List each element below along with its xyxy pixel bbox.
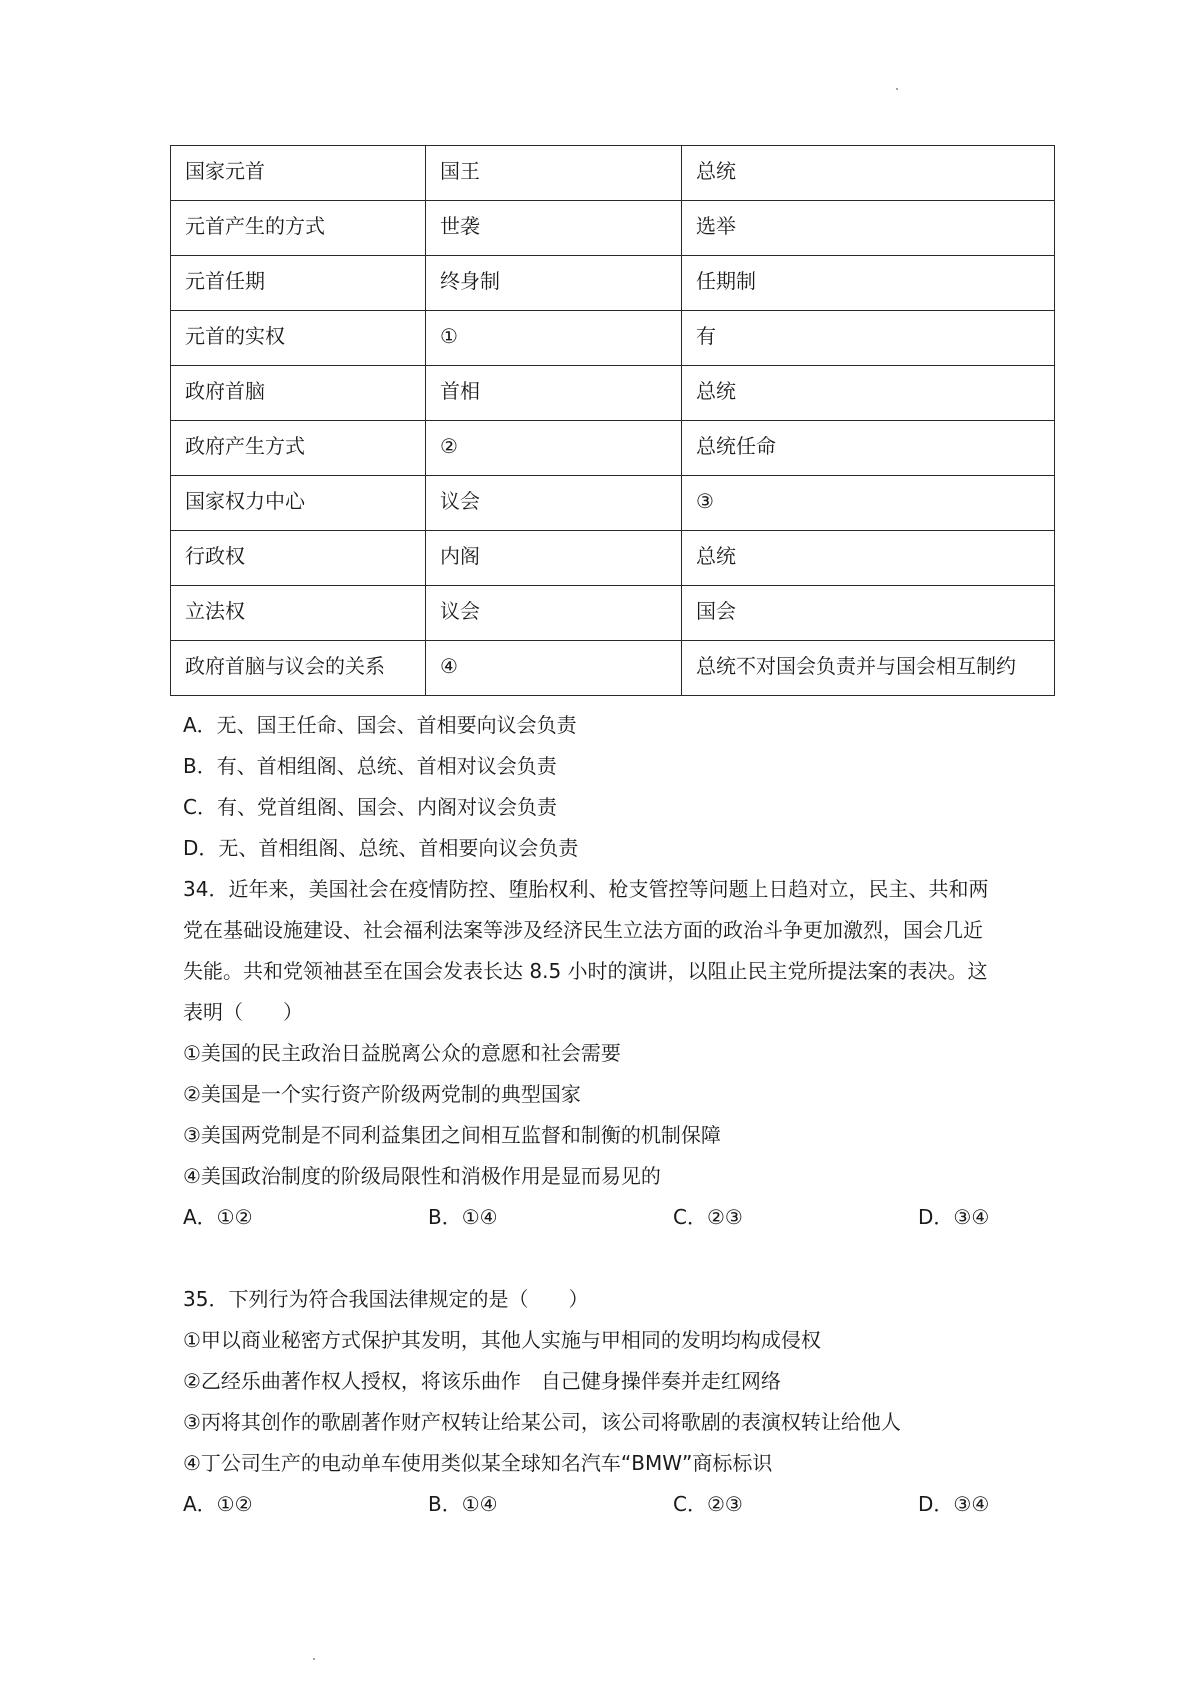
q34-item-3: ③美国两党制是不同利益集团之间相互监督和制衡的机制保障 xyxy=(183,1123,721,1147)
q33-option-a[interactable]: A．无、国王任命、国会、首相要向议会负责 xyxy=(183,713,577,737)
table-cell: 政府首脑与议会的关系 xyxy=(171,641,426,696)
table-cell: 总统 xyxy=(682,366,1055,421)
q34-choice-d[interactable]: D．③④ xyxy=(918,1205,990,1229)
q35-item-1: ①甲以商业秘密方式保护其发明，其他人实施与甲相同的发明均构成侵权 xyxy=(183,1328,821,1352)
q34-choice-b[interactable]: B．①④ xyxy=(428,1205,498,1229)
question-34 xyxy=(183,869,1063,1238)
table-cell: 元首的实权 xyxy=(171,311,426,366)
table-cell: ② xyxy=(426,421,682,476)
table-row xyxy=(171,586,1055,641)
q35-choice-d[interactable]: D．③④ xyxy=(918,1492,990,1516)
table-cell: 国会 xyxy=(682,586,1055,641)
table-cell: 终身制 xyxy=(426,256,682,311)
scan-dot xyxy=(313,1658,315,1660)
table-row xyxy=(171,311,1055,366)
table-row xyxy=(171,146,1055,201)
table-cell: ④ xyxy=(426,641,682,696)
q33-option-b[interactable]: B．有、首相组阁、总统、首相对议会负责 xyxy=(183,754,557,778)
q35-choice-c[interactable]: C．②③ xyxy=(673,1492,743,1516)
table-cell: 国王 xyxy=(426,146,682,201)
table-row xyxy=(171,476,1055,531)
table-cell: 有 xyxy=(682,311,1055,366)
scan-dot xyxy=(896,88,898,90)
table-cell: 总统 xyxy=(682,146,1055,201)
q34-stem-line: 党在基础设施建设、社会福利法案等涉及经济民生立法方面的政治斗争更加激烈，国会几近 xyxy=(183,918,983,942)
q34-stem-line: 表明（ ） xyxy=(183,1000,303,1024)
q33-option-d[interactable]: D．无、首相组阁、总统、首相要向议会负责 xyxy=(183,836,579,860)
table-cell: 立法权 xyxy=(171,586,426,641)
table-cell: 世袭 xyxy=(426,201,682,256)
q34-stem-line: 失能。共和党领袖甚至在国会发表长达 8.5 小时的演讲，以阻止民主党所提法案的表决。这 xyxy=(183,959,988,983)
table-cell: 议会 xyxy=(426,586,682,641)
table-cell: 行政权 xyxy=(171,531,426,586)
question-35 xyxy=(183,1279,1063,1525)
table-cell: 总统 xyxy=(682,531,1055,586)
q34-choice-a[interactable]: A．①② xyxy=(183,1205,253,1229)
table-cell: 任期制 xyxy=(682,256,1055,311)
table-row xyxy=(171,421,1055,476)
q34-stem-line: 34．近年来，美国社会在疫情防控、堕胎权利、枪支管控等问题上日趋对立，民主、共和两 xyxy=(183,877,989,901)
table-row xyxy=(171,201,1055,256)
q34-choices xyxy=(183,1197,1063,1238)
table-cell: 国家权力中心 xyxy=(171,476,426,531)
q34-item-1: ①美国的民主政治日益脱离公众的意愿和社会需要 xyxy=(183,1041,621,1065)
q35-choice-b[interactable]: B．①④ xyxy=(428,1492,498,1516)
q35-item-3: ③丙将其创作的歌剧著作财产权转让给某公司，该公司将歌剧的表演权转让给他人 xyxy=(183,1410,901,1434)
table-cell: 政府产生方式 xyxy=(171,421,426,476)
q35-stem-line: 35．下列行为符合我国法律规定的是（ ） xyxy=(183,1287,589,1311)
table-cell: 政府首脑 xyxy=(171,366,426,421)
table-row xyxy=(171,366,1055,421)
q35-item-4: ④丁公司生产的电动单车使用类似某全球知名汽车“BMW”商标标识 xyxy=(183,1451,773,1475)
table-cell: 国家元首 xyxy=(171,146,426,201)
table-cell: 首相 xyxy=(426,366,682,421)
table-cell: 总统不对国会负责并与国会相互制约 xyxy=(682,641,1055,696)
table-cell: 总统任命 xyxy=(682,421,1055,476)
q33-option-c[interactable]: C．有、党首组阁、国会、内阁对议会负责 xyxy=(183,795,557,819)
table-cell: 内阁 xyxy=(426,531,682,586)
table-cell: 元首任期 xyxy=(171,256,426,311)
q34-choice-c[interactable]: C．②③ xyxy=(673,1205,743,1229)
table-row xyxy=(171,641,1055,696)
q33-options xyxy=(183,705,1063,869)
table-cell: ③ xyxy=(682,476,1055,531)
table-cell: 选举 xyxy=(682,201,1055,256)
table-row xyxy=(171,531,1055,586)
government-comparison-table xyxy=(170,145,1055,696)
table-row xyxy=(171,256,1055,311)
q35-choices xyxy=(183,1484,1063,1525)
table-cell: 议会 xyxy=(426,476,682,531)
q35-item-2: ②乙经乐曲著作权人授权，将该乐曲作 自己健身操伴奏并走红网络 xyxy=(183,1369,781,1393)
q35-choice-a[interactable]: A．①② xyxy=(183,1492,253,1516)
table-cell: 元首产生的方式 xyxy=(171,201,426,256)
q34-item-2: ②美国是一个实行资产阶级两党制的典型国家 xyxy=(183,1082,581,1106)
table-cell: ① xyxy=(426,311,682,366)
q34-item-4: ④美国政治制度的阶级局限性和消极作用是显而易见的 xyxy=(183,1164,661,1188)
